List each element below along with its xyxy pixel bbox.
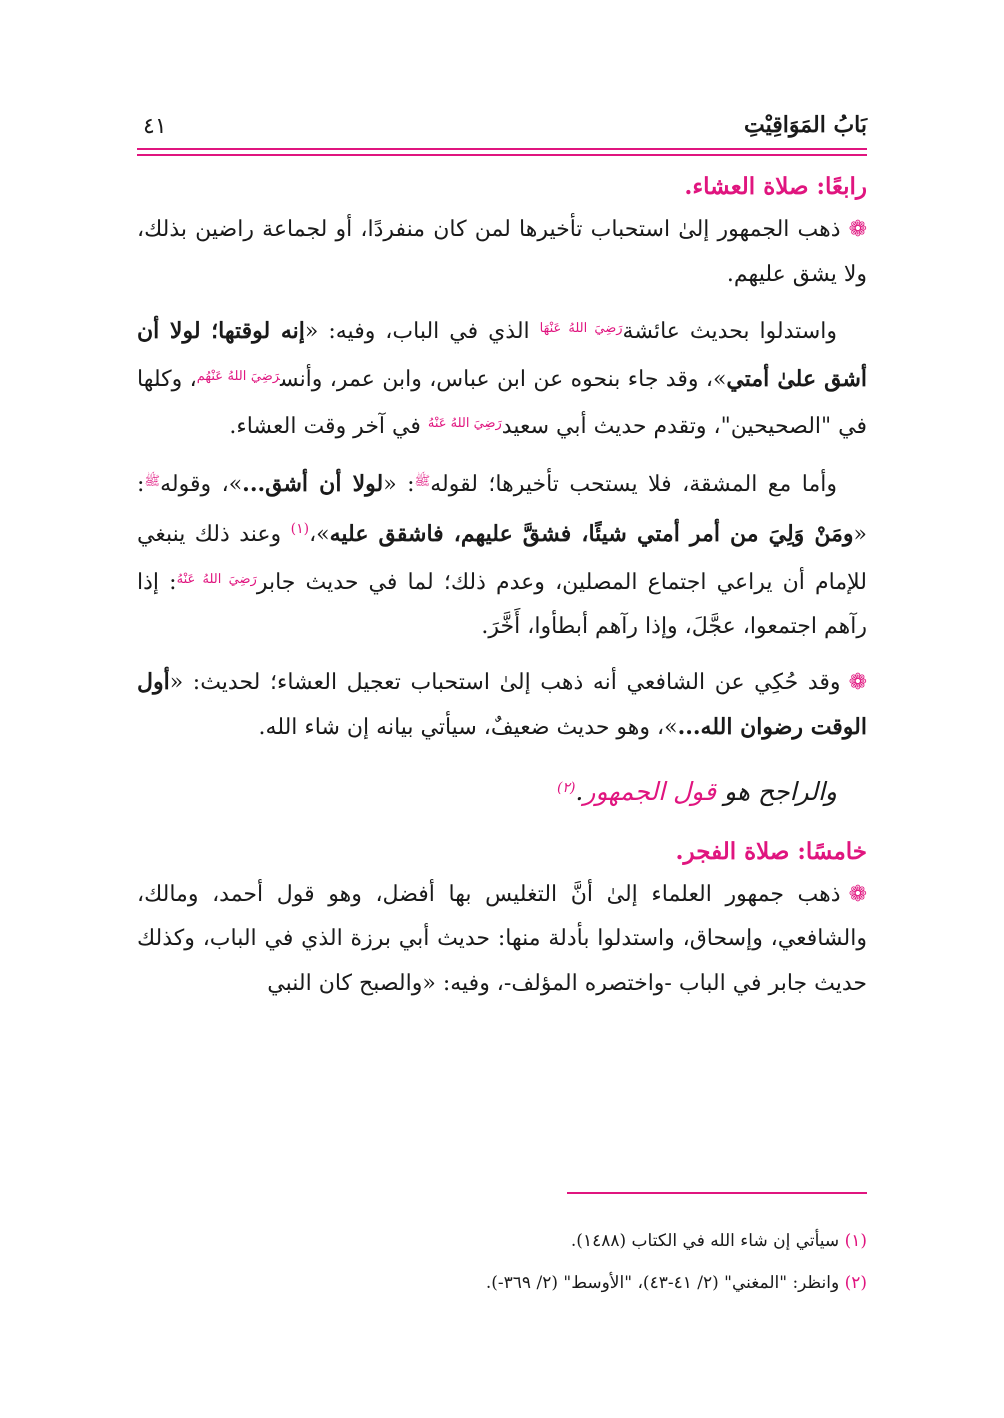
honorific-icon: رَضِيَ اللهُ عَنْهُم [196, 368, 280, 384]
hadith-quote: ومَنْ وَلِيَ من أمر أمتي شيئًا، فشقَّ عليهم، فاشقق عليه [329, 521, 854, 547]
honorific-icon: رَضِيَ اللهُ عَنْهُ [176, 571, 257, 587]
footnotes [137, 1220, 867, 1304]
hadith-quote: إنه لوقتها؛ لولا أن أشق علىٰ أمتي [137, 318, 867, 392]
paragraph-fajr-1: ❁ذهب جمهور العلماء إلىٰ أنَّ التغليس بها أفضل، وهو قول أحمد، ومالك، والشافعي، وإسحاق، واستدلوا بأدلة منها: حديث أبي برزة الذي في الباب، وكذلك حديث جابر في الباب -واختصره المؤلف-، وفيه: «والصبح كان النبي [137, 881, 867, 996]
header-rule-bottom [137, 154, 867, 156]
flower-bullet-icon: ❁ [848, 669, 867, 695]
footnote-ref[interactable]: (٢) [556, 779, 576, 796]
hadith-quote: أول الوقت رضوان الله... [137, 668, 867, 740]
flower-bullet-icon: ❁ [848, 881, 867, 907]
paragraph-isha-2: واستدلوا بحديث عائشة$^{رَضِيَ اللهُ عَنْهَا}$ الذي في الباب، وفيه: «إنه لوقتها؛ لولا أن أشق علىٰ أمتي»، وقد جاء بنحوه عن ابن عباس، وابن عمر، وأنس$^{رَضِيَ اللهُ عَنْهُم}$، وكلها في "الصحيحين"، وتقدم حديث أبي سعيد$^{رَضِيَ اللهُ عَنْهُ}$ في آخر وقت العشاء. [137, 318, 867, 439]
running-header [137, 112, 867, 148]
honorific-icon: رَضِيَ اللهُ عَنْهَا [539, 321, 623, 336]
paragraph-isha-3: وأما مع المشقة، فلا يستحب تأخيرها؛ لقوله$^ﷺ$: «لولا أن أشق...»، وقوله$^ﷺ$: «ومَنْ وَلِيَ من أمر أمتي شيئًا، فشقَّ عليهم، فاشقق عليه»،$^{(١)}$ وعند ذلك ينبغي للإمام أن يراعي اجتماع المصلين، وعدم ذلك؛ لما في حديث جابر$^{رَضِيَ اللهُ عَنْهُ}$: إذا رآهم اجتمعوا، عجَّلَ، وإذا رآهم أبطأوا، أَخَّرَ. [137, 470, 868, 639]
preponderant-opinion: والراجح هو قول الجمهور.$^{(٢)}$ [556, 776, 837, 806]
flower-bullet-icon: ❁ [848, 217, 867, 242]
hadith-quote: لولا أن أشق... [242, 470, 384, 497]
honorific-icon: رَضِيَ اللهُ عَنْهُ [427, 416, 502, 431]
header-rule-top [137, 148, 867, 150]
footnote-ref[interactable]: (١) [290, 521, 310, 537]
footnote-item: (١) سيأتي إن شاء الله في الكتاب (١٤٨٨). [570, 1231, 867, 1251]
honorific-icon: ﷺ [144, 473, 161, 489]
footnote-item: (٢) وانظر: "المغني" (٢/ ٤١-٤٣)، "الأوسط" (٢/ ٣٦٩-). [485, 1273, 867, 1293]
paragraph-isha-1: ❁ذهب الجمهور إلىٰ استحباب تأخيرها لمن كان منفردًا، أو لجماعة راضين بذلك، ولا يشق عليهم. [137, 217, 867, 287]
footnote-separator [567, 1192, 867, 1194]
paragraph-isha-4: ❁وقد حُكِي عن الشافعي أنه ذهب إلىٰ استحباب تعجيل العشاء؛ لحديث: «أول الوقت رضوان الله...»، وهو حديث ضعيفٌ، سيأتي بيانه إن شاء الله. [137, 668, 867, 740]
page-body [137, 168, 867, 1006]
page-number: ٤١ [143, 114, 167, 139]
section-heading-isha: رابعًا: صلاة العشاء. [684, 173, 867, 200]
honorific-icon: ﷺ [414, 473, 431, 489]
chapter-title: بَابُ المَوَاقِيْتِ [744, 112, 867, 138]
section-heading-fajr: خامسًا: صلاة الفجر. [675, 837, 867, 865]
